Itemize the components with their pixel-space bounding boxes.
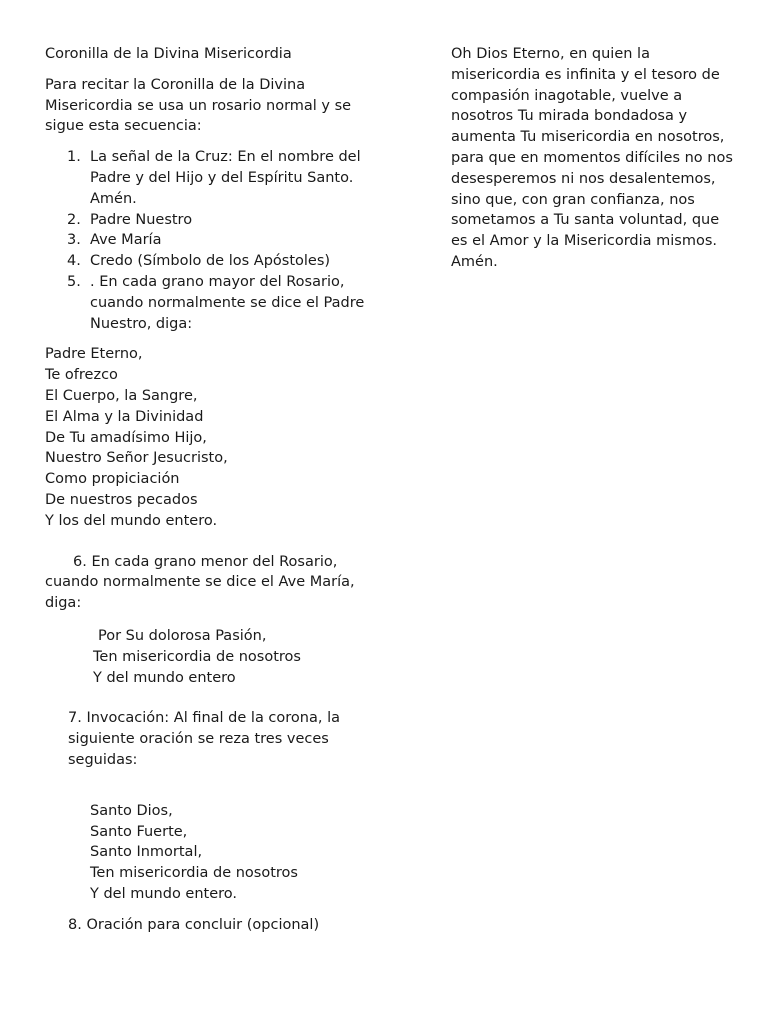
prayer-line: El Alma y la Divinidad [45, 408, 204, 425]
document-title: Coronilla de la Divina Misericordia [45, 46, 292, 62]
prayer-line: Por Su dolorosa Pasión, [98, 627, 267, 644]
prayer-line: Santo Fuerte, [90, 823, 188, 840]
prayer-line: Santo Dios, [90, 802, 173, 819]
prayer-line: Te ofrezco [45, 367, 118, 384]
intro-paragraph: Para recitar la Coronilla de la Divina Misericordia se usa un rosario normal y se sigue esta secuencia: [45, 76, 352, 135]
list-item: 1. La señal de la Cruz: En el nombre del Padre y del Hijo y del Espíritu Santo. Amén. [67, 149, 361, 207]
step-6-paragraph: 6. En cada grano menor del Rosario, cuando normalmente se dice el Ave María, diga: [45, 553, 355, 612]
list-item: 4. Credo (Símbolo de los Apóstoles) [67, 253, 331, 270]
right-column [451, 44, 736, 273]
prayer-line: Ten misericordia de nosotros [90, 865, 298, 882]
step-7-paragraph: 7. Invocación: Al final de la corona, la siguiente oración se reza tres veces seguidas: [68, 710, 341, 768]
list-item: 2. Padre Nuestro [67, 211, 193, 228]
prayer-line: Como propiciación [45, 471, 180, 488]
prayer-line: Y del mundo entero [93, 669, 236, 686]
steps-list [45, 147, 365, 334]
invocation-prayer [45, 801, 365, 905]
prayer-line: Nuestro Señor Jesucristo, [45, 450, 228, 467]
prayer-line: Ten misericordia de nosotros [93, 648, 301, 665]
prayer-line: De nuestros pecados [45, 491, 198, 508]
prayer-line: Padre Eterno, [45, 346, 143, 363]
list-item: 5. . En cada grano mayor del Rosario, cuando normalmente se dice el Padre Nuestro, diga: [67, 273, 365, 332]
response-prayer [45, 626, 365, 688]
prayer-line: De Tu amadísimo Hijo, [45, 429, 207, 446]
list-item: 3. Ave María [67, 232, 162, 249]
prayer-line: Santo Inmortal, [90, 844, 203, 861]
prayer-line: El Cuerpo, la Sangre, [45, 387, 198, 404]
left-column [45, 44, 365, 935]
step-8-paragraph: 8. Oración para concluir (opcional) [68, 916, 320, 933]
offering-prayer [45, 344, 365, 531]
prayer-line: Y del mundo entero. [90, 885, 238, 902]
prayer-line: Y los del mundo entero. [45, 512, 218, 529]
closing-prayer: Oh Dios Eterno, en quien la misericordia es infinita y el tesoro de compasión inagotable, vuelve a nosotros Tu mirada bondadosa y aumenta Tu misericordia en nosotros, para que en momentos difíciles no nos desesperemos ni nos desalentemos, sino que, con gran confianza, nos sometamos a Tu santa voluntad, que es el Amor y la Misericordia mismos. Amén. [451, 46, 733, 270]
